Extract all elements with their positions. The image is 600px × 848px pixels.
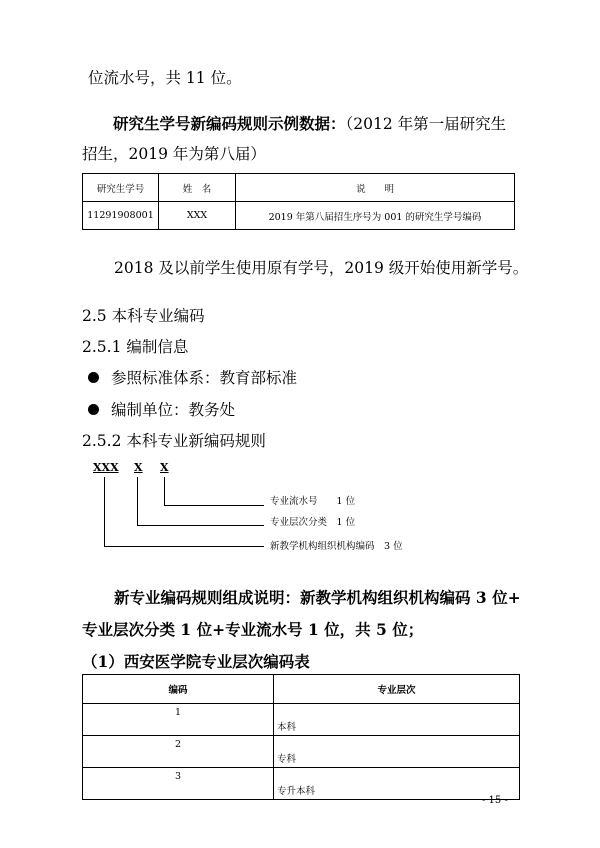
table-cell: 2 <box>83 736 274 768</box>
bullet-item <box>88 366 297 388</box>
bullet-text: 编制单位：教务处 <box>111 401 236 419</box>
table-header-cell: 编码 <box>83 675 274 704</box>
section-heading-2-5-1: 2.5.1 编制信息 <box>82 338 189 356</box>
table-header-cell: 研究生学号 <box>83 174 159 202</box>
level-code-table <box>82 674 520 800</box>
student-id-example-table <box>82 173 515 230</box>
table-row <box>83 202 515 230</box>
table-cell: 专升本科 <box>274 768 520 800</box>
table-header-cell: 姓 名 <box>159 174 236 202</box>
example-heading-bold: 研究生学号新编码规则示例数据： <box>113 114 346 133</box>
table-row <box>83 704 520 736</box>
connector-line <box>104 477 105 547</box>
continuation-line: 位流水号，共 11 位。 <box>88 69 242 87</box>
connector-line <box>104 546 264 547</box>
bullet-icon <box>88 404 99 415</box>
connector-line <box>137 525 264 526</box>
bullet-item <box>88 398 235 420</box>
page-number: - 15 - <box>482 795 508 806</box>
note-paragraph: 2018 及以前学生使用原有学号，2019 级开始使用新学号。 <box>114 259 529 277</box>
table-cell: 专科 <box>274 736 520 768</box>
table-cell: 3 <box>83 768 274 800</box>
rule-text-line2: 专业层次分类 1 位+专业流水号 1 位，共 5 位； <box>82 620 424 639</box>
table-row <box>83 768 520 800</box>
table-row <box>83 736 520 768</box>
table-header-cell: 说 明 <box>236 174 515 202</box>
code-segment-xxx: XXX <box>93 461 119 474</box>
table-cell: 1 <box>83 704 274 736</box>
table-cell: XXX <box>159 202 236 230</box>
table-header-row <box>83 675 520 704</box>
example-heading-line2: 招生，2019 年为第八届） <box>82 145 266 163</box>
table-header-row <box>83 174 515 202</box>
code-segment-x2: X <box>160 461 169 474</box>
example-heading-line1 <box>113 112 506 134</box>
section-heading-2-5-2: 2.5.2 本科专业新编码规则 <box>82 432 266 450</box>
table-cell: 11291908001 <box>83 202 159 230</box>
example-heading-rest: （2012 年第一届研究生 <box>345 115 507 133</box>
connector-line <box>164 477 165 506</box>
diagram-label-serial: 专业流水号 1 位 <box>270 496 356 507</box>
bullet-icon <box>88 372 99 383</box>
bullet-text: 参照标准体系：教育部标准 <box>111 369 298 387</box>
diagram-label-org: 新教学机构组织机构编码 3 位 <box>270 541 403 552</box>
connector-line <box>164 505 264 506</box>
code-segment-x1: X <box>134 461 143 474</box>
connector-line <box>137 477 138 526</box>
table-cell: 本科 <box>274 704 520 736</box>
rule-text-line1: 新专业编码规则组成说明：新教学机构组织机构编码 3 位+ <box>114 588 521 607</box>
section-heading-2-5: 2.5 本科专业编码 <box>82 307 205 325</box>
diagram-label-level: 专业层次分类 1 位 <box>270 517 356 528</box>
table-cell: 2019 年第八届招生序号为 001 的研究生学号编码 <box>236 202 515 230</box>
table-header-cell: 专业层次 <box>274 675 520 704</box>
level-code-table-title: （1）西安医学院专业层次编码表 <box>82 652 310 671</box>
